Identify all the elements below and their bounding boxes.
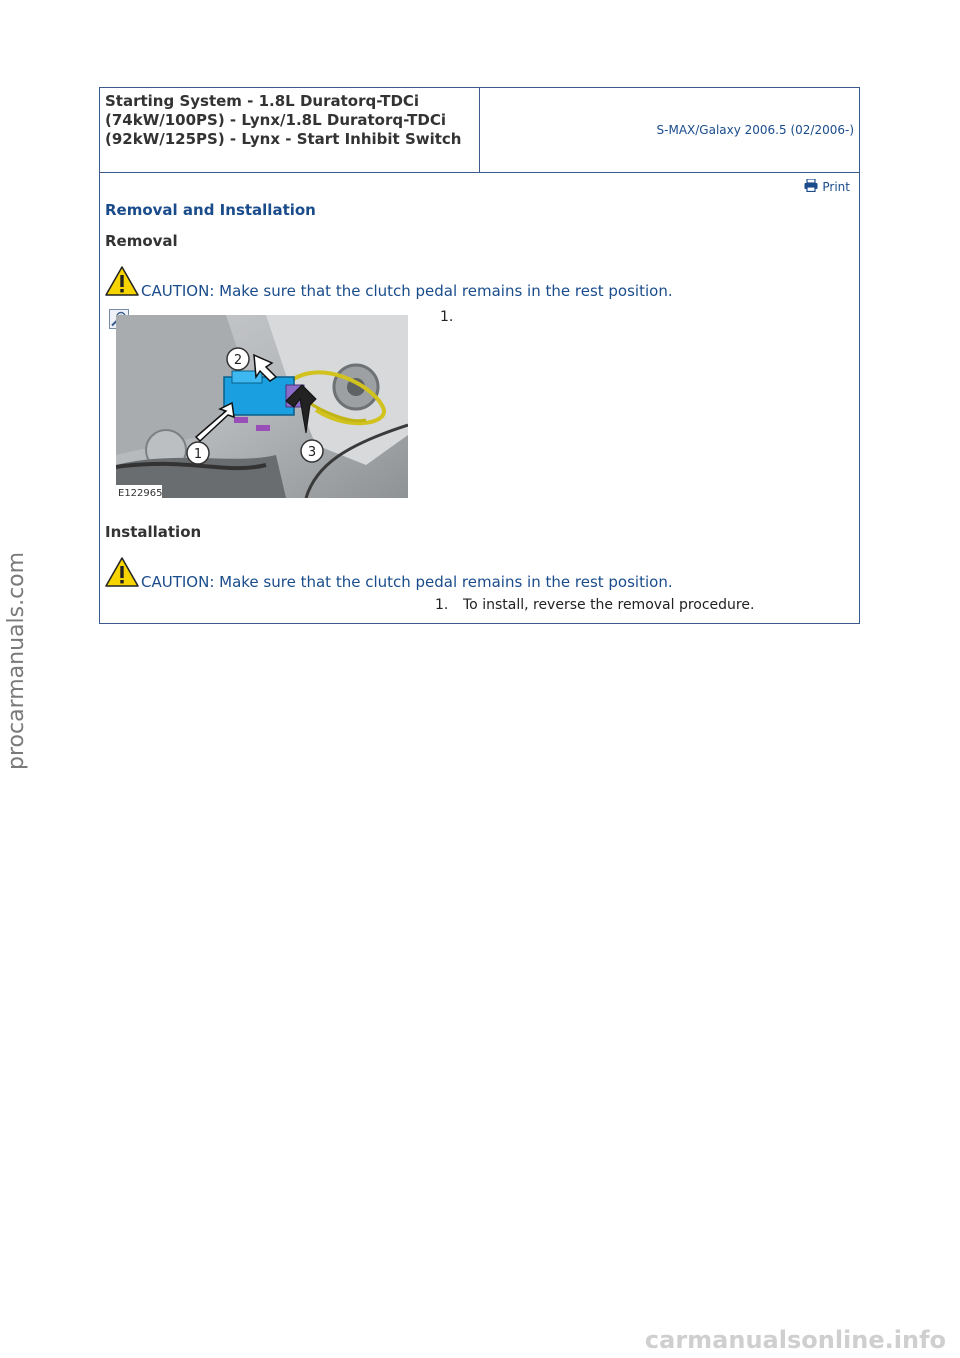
print-button[interactable] bbox=[804, 179, 850, 195]
figure-callout-1: 1 bbox=[193, 447, 203, 462]
figure-code: E122965 bbox=[118, 488, 163, 498]
installation-heading: Installation bbox=[105, 523, 202, 541]
document-header bbox=[100, 88, 859, 173]
installation-step-number: 1. bbox=[435, 597, 449, 613]
installation-step bbox=[435, 597, 754, 613]
installation-step-text: To install, reverse the removal procedure. bbox=[463, 597, 755, 613]
warning-triangle-icon bbox=[105, 266, 139, 300]
figure-callout-2: 2 bbox=[233, 353, 243, 368]
section-title: Removal and Installation bbox=[105, 201, 316, 219]
warning-triangle-icon bbox=[105, 557, 139, 591]
removal-heading: Removal bbox=[105, 232, 178, 250]
removal-step-number: 1. bbox=[440, 309, 454, 325]
figure-callout-3: 3 bbox=[307, 445, 317, 460]
page-title: Starting System - 1.8L Duratorq-TDCi (74kW/100PS) - Lynx/1.8L Duratorq-TDCi (92kW/125PS) - Lynx - Start Inhibit Switch bbox=[100, 88, 480, 172]
installation-caution bbox=[105, 557, 673, 591]
document-frame bbox=[99, 87, 860, 624]
side-watermark: procarmanuals.com bbox=[4, 551, 29, 770]
installation-caution-text: CAUTION: Make sure that the clutch pedal remains in the rest position. bbox=[141, 573, 673, 591]
bottom-watermark: carmanualsonline.info bbox=[644, 1326, 946, 1354]
document-body bbox=[100, 173, 859, 623]
start-inhibit-switch-figure[interactable] bbox=[116, 315, 408, 498]
removal-caution-text: CAUTION: Make sure that the clutch pedal remains in the rest position. bbox=[141, 282, 673, 300]
model-label: S-MAX/Galaxy 2006.5 (02/2006-) bbox=[656, 123, 854, 137]
printer-icon bbox=[804, 179, 818, 195]
print-label: Print bbox=[822, 180, 850, 194]
removal-caution bbox=[105, 266, 673, 300]
